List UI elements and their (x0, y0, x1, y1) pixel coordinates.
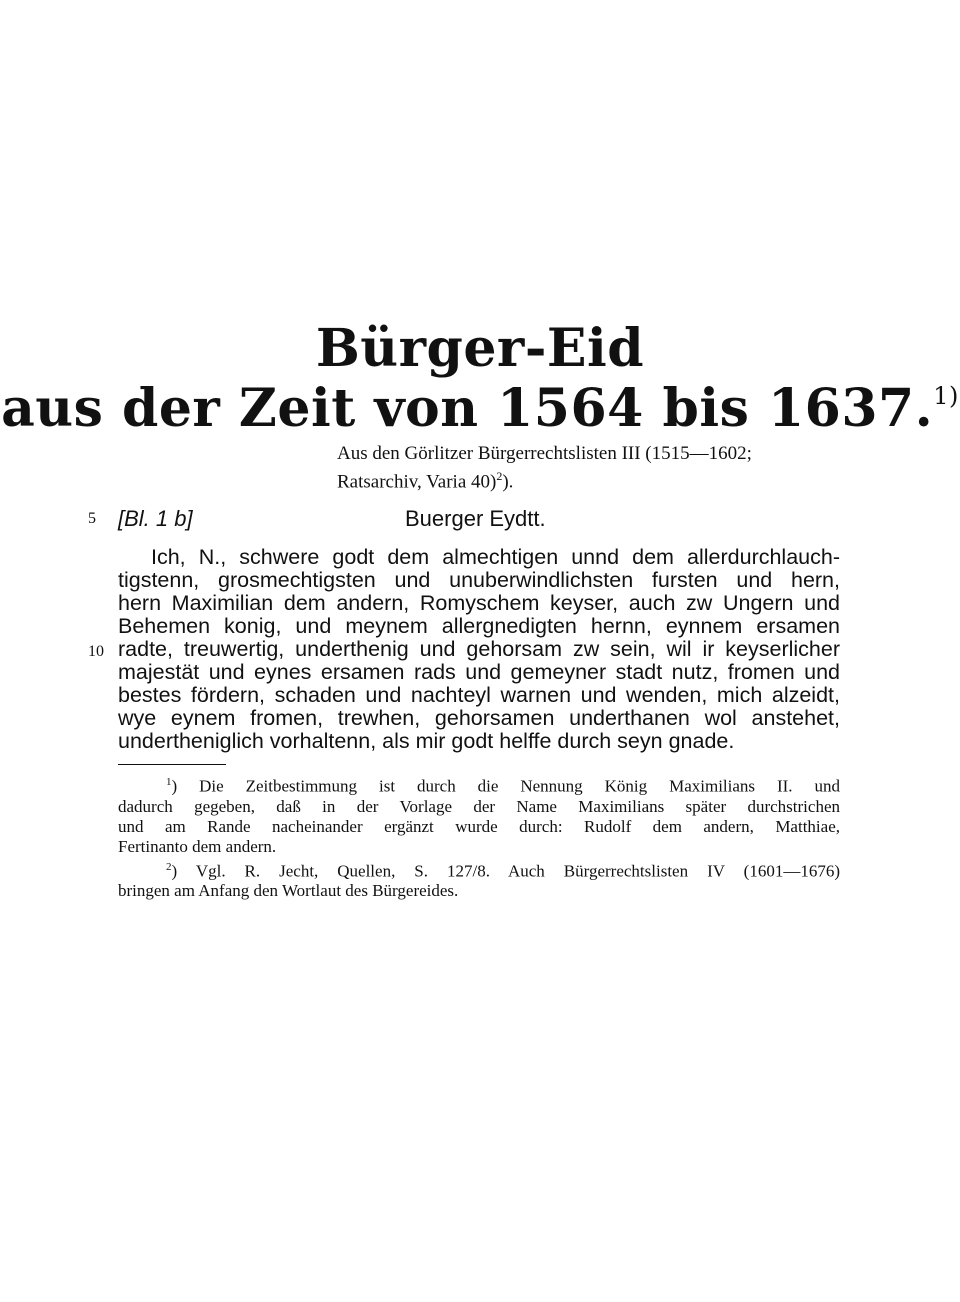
footnote-2 (118, 857, 840, 902)
footnote-1-mark: 1 (166, 776, 172, 788)
footnote-line (118, 772, 840, 797)
oath-line: bestes fördern, schaden und nachteyl warnen und wenden, mich alzeidt, (118, 683, 840, 707)
source-footnote-ref: 2 (496, 469, 503, 483)
oath-text (118, 546, 840, 753)
source-note (337, 442, 847, 493)
line-number-5: 5 (88, 510, 96, 527)
title-text-1: Bürger-Eid (315, 318, 645, 379)
oath-line: hern Maximilian dem andern, Romyschem keyser, auch zw Ungern und (118, 591, 840, 615)
title-line-2 (0, 378, 960, 439)
footnote-line: Fertinanto dem andern. (118, 836, 277, 856)
footnote-line: bringen am Anfang den Wortlaut des Bürgereides. (118, 881, 459, 901)
footnote-2-mark: 2 (166, 860, 172, 873)
oath-line: Ich, N., schwere godt dem almechtigen unnd dem allerdurchlauch- (151, 545, 840, 569)
footnote-divider (118, 764, 226, 765)
footnote-1 (118, 772, 840, 857)
footnote-line: dadurch gegeben, daß in der Vorlage der Name Maximilians später durchstrichen (118, 796, 840, 816)
oath-line: radte, treuwertig, underthenig und gehorsam zw sein, wil ir keyserlicher (118, 637, 840, 661)
footnote-line (118, 857, 840, 882)
footnote-2-text: ) Vgl. R. Jecht, Quellen, S. 127/8. Auch Bürgerrechtslisten IV (1601—1676) (171, 861, 840, 881)
folio-marker: [Bl. 1 b] (118, 506, 193, 531)
footnote-line: und am Rande nacheinander ergänzt wurde durch: Rudolf dem andern, Matthiae, (118, 816, 840, 836)
title-text-2: aus der Zeit von 1564 bis 1637. (1, 378, 934, 439)
line-number-10: 10 (88, 643, 104, 660)
oath-line: Behemen konig, und meynem allergnedigten hernn, eynnem ersamen (118, 614, 840, 638)
title-line-1 (0, 318, 960, 379)
source-line-1: Aus den Görlitzer Bürgerrechtslisten III (1515—1602; (337, 443, 752, 464)
footnotes (118, 772, 840, 901)
oath-line: wye eynem fromen, trewhen, gehorsamen underthanen wol anstehet, (118, 706, 840, 730)
oath-line: undertheniglich vorhaltenn, als mir godt helffe durch seyn gnade. (118, 729, 735, 753)
oath-line: majestät und eynes ersamen rads und gemeyner stadt nutz, fromen und (118, 660, 840, 684)
section-heading: Buerger Eydtt. (405, 506, 546, 531)
source-line-2-end: ). (502, 471, 514, 493)
title-footnote-ref: 1) (933, 382, 959, 410)
footnote-1-text: ) Die Zeitbestimmung ist durch die Nennung König Maximilians II. und (171, 776, 840, 796)
oath-line: tigstenn, grosmechtigsten und unuberwindlichsten fursten und hern, (118, 568, 840, 592)
source-line-2: Ratsarchiv, Varia 40) (337, 471, 497, 493)
